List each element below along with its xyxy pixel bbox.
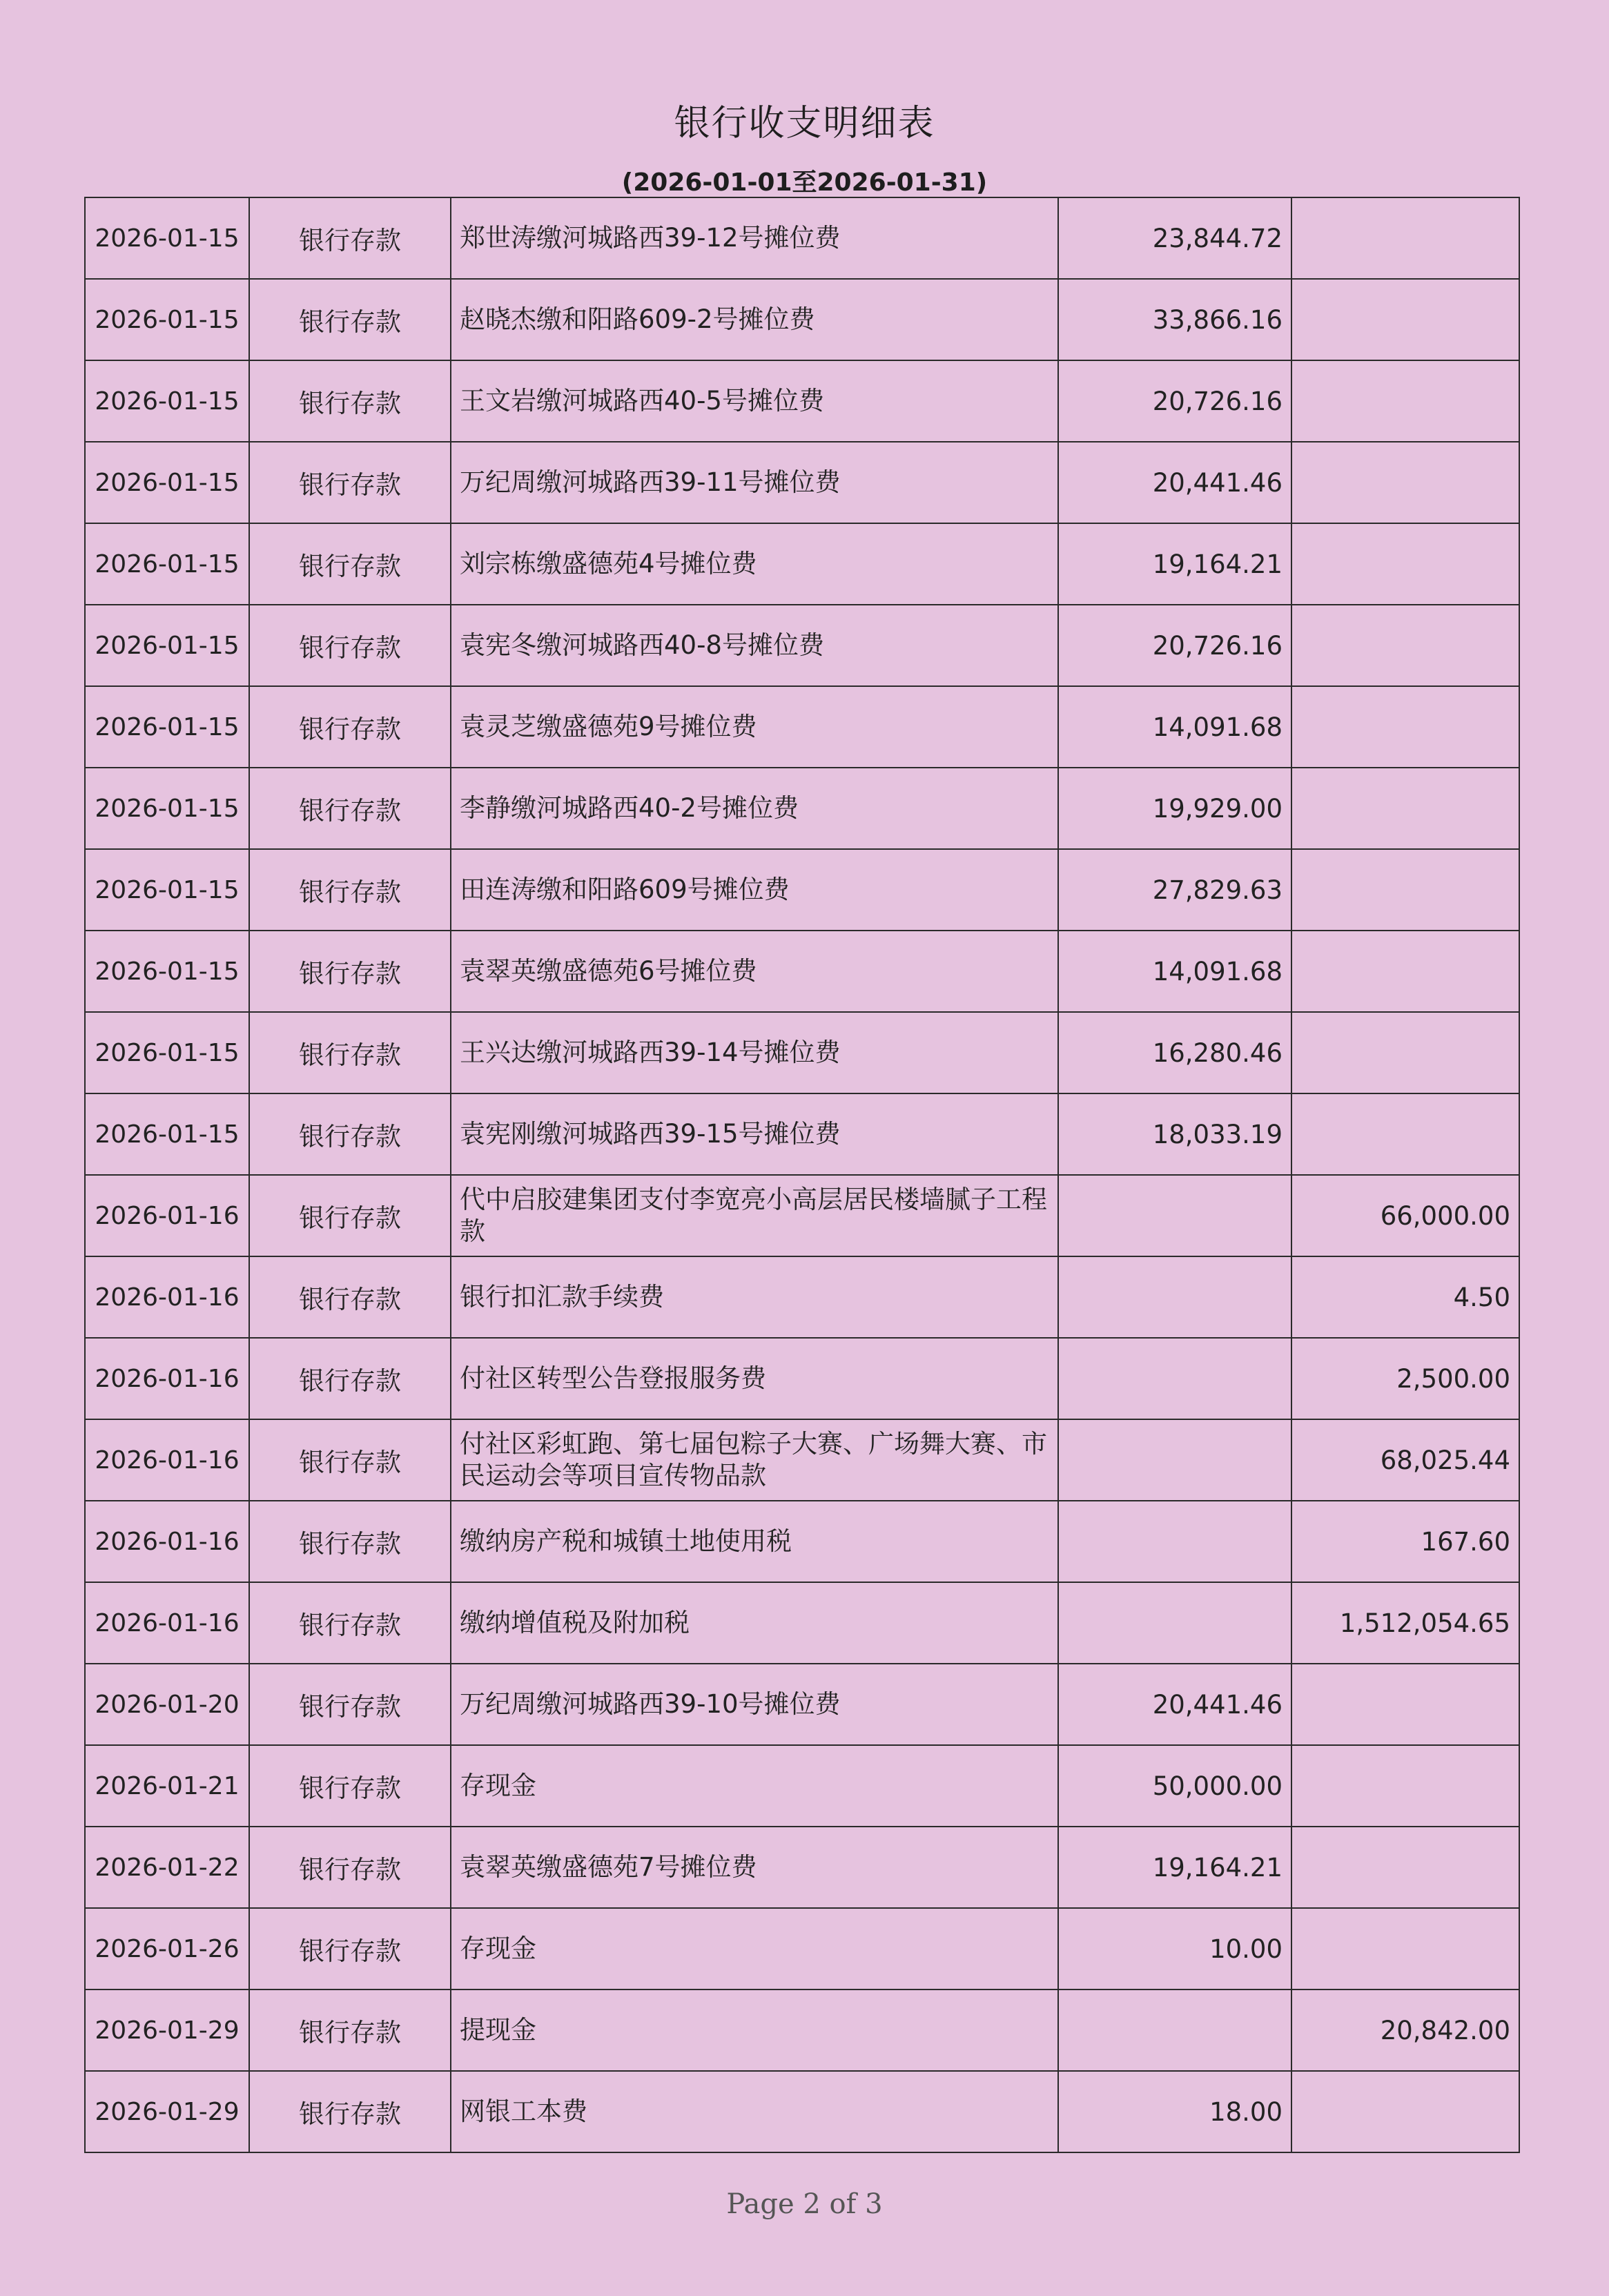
credit-amount-cell <box>1291 523 1519 605</box>
credit-amount-cell <box>1291 442 1519 523</box>
account-cell: 银行存款 <box>249 849 451 931</box>
table-row <box>85 1582 1519 1664</box>
debit-amount-cell: 20,726.16 <box>1058 360 1291 442</box>
credit-amount-cell <box>1291 2071 1519 2152</box>
credit-amount-cell <box>1291 1745 1519 1827</box>
account-cell: 银行存款 <box>249 442 451 523</box>
credit-amount-cell: 20,842.00 <box>1291 1989 1519 2071</box>
table-row <box>85 279 1519 360</box>
description-cell: 田连涛缴和阳路609号摊位费 <box>451 849 1058 931</box>
date-cell: 2026-01-16 <box>85 1582 249 1664</box>
debit-amount-cell <box>1058 1256 1291 1338</box>
credit-amount-cell: 1,512,054.65 <box>1291 1582 1519 1664</box>
table-row <box>85 1664 1519 1745</box>
account-cell: 银行存款 <box>249 1664 451 1745</box>
credit-amount-cell <box>1291 768 1519 849</box>
account-cell: 银行存款 <box>249 1419 451 1501</box>
description-cell: 袁宪冬缴河城路西40-8号摊位费 <box>451 605 1058 686</box>
account-cell: 银行存款 <box>249 1908 451 1989</box>
table-row <box>85 686 1519 768</box>
table-row <box>85 849 1519 931</box>
credit-amount-cell: 66,000.00 <box>1291 1175 1519 1256</box>
debit-amount-cell: 18.00 <box>1058 2071 1291 2152</box>
credit-amount-cell <box>1291 360 1519 442</box>
date-cell: 2026-01-15 <box>85 1012 249 1093</box>
date-cell: 2026-01-22 <box>85 1827 249 1908</box>
account-cell: 银行存款 <box>249 1012 451 1093</box>
description-cell: 银行扣汇款手续费 <box>451 1256 1058 1338</box>
table-row <box>85 1093 1519 1175</box>
debit-amount-cell: 16,280.46 <box>1058 1012 1291 1093</box>
description-cell: 网银工本费 <box>451 2071 1058 2152</box>
table-row <box>85 1012 1519 1093</box>
table-row <box>85 1419 1519 1501</box>
credit-amount-cell <box>1291 197 1519 279</box>
date-cell: 2026-01-15 <box>85 197 249 279</box>
description-cell: 存现金 <box>451 1745 1058 1827</box>
debit-amount-cell: 19,164.21 <box>1058 523 1291 605</box>
debit-amount-cell: 19,929.00 <box>1058 768 1291 849</box>
account-cell: 银行存款 <box>249 1501 451 1582</box>
account-cell: 银行存款 <box>249 1989 451 2071</box>
date-cell: 2026-01-16 <box>85 1175 249 1256</box>
table-row <box>85 768 1519 849</box>
debit-amount-cell: 27,829.63 <box>1058 849 1291 931</box>
table-row <box>85 523 1519 605</box>
account-cell: 银行存款 <box>249 1827 451 1908</box>
date-cell: 2026-01-16 <box>85 1256 249 1338</box>
date-cell: 2026-01-15 <box>85 605 249 686</box>
date-cell: 2026-01-15 <box>85 1093 249 1175</box>
table-row <box>85 1827 1519 1908</box>
description-cell: 李静缴河城路西40-2号摊位费 <box>451 768 1058 849</box>
credit-amount-cell <box>1291 1827 1519 1908</box>
date-cell: 2026-01-15 <box>85 360 249 442</box>
description-cell: 存现金 <box>451 1908 1058 1989</box>
description-cell: 付社区转型公告登报服务费 <box>451 1338 1058 1419</box>
date-cell: 2026-01-21 <box>85 1745 249 1827</box>
description-cell: 郑世涛缴河城路西39-12号摊位费 <box>451 197 1058 279</box>
table-row <box>85 2071 1519 2152</box>
debit-amount-cell <box>1058 1419 1291 1501</box>
account-cell: 银行存款 <box>249 523 451 605</box>
account-cell: 银行存款 <box>249 1256 451 1338</box>
table-row <box>85 1745 1519 1827</box>
debit-amount-cell: 14,091.68 <box>1058 686 1291 768</box>
description-cell: 袁宪刚缴河城路西39-15号摊位费 <box>451 1093 1058 1175</box>
table-row <box>85 1175 1519 1256</box>
debit-amount-cell: 18,033.19 <box>1058 1093 1291 1175</box>
account-cell: 银行存款 <box>249 197 451 279</box>
debit-amount-cell <box>1058 1582 1291 1664</box>
account-cell: 银行存款 <box>249 931 451 1012</box>
description-cell: 付社区彩虹跑、第七届包粽子大赛、广场舞大赛、市民运动会等项目宣传物品款 <box>451 1419 1058 1501</box>
account-cell: 银行存款 <box>249 605 451 686</box>
credit-amount-cell: 167.60 <box>1291 1501 1519 1582</box>
ledger-table <box>84 197 1520 2153</box>
account-cell: 银行存款 <box>249 360 451 442</box>
date-cell: 2026-01-15 <box>85 279 249 360</box>
debit-amount-cell <box>1058 1989 1291 2071</box>
debit-amount-cell: 20,726.16 <box>1058 605 1291 686</box>
date-cell: 2026-01-15 <box>85 686 249 768</box>
date-cell: 2026-01-20 <box>85 1664 249 1745</box>
date-cell: 2026-01-16 <box>85 1419 249 1501</box>
credit-amount-cell: 68,025.44 <box>1291 1419 1519 1501</box>
debit-amount-cell: 14,091.68 <box>1058 931 1291 1012</box>
ledger-body <box>85 197 1519 2152</box>
table-row <box>85 360 1519 442</box>
account-cell: 银行存款 <box>249 279 451 360</box>
account-cell: 银行存款 <box>249 1745 451 1827</box>
credit-amount-cell <box>1291 1012 1519 1093</box>
table-row <box>85 1501 1519 1582</box>
table-row <box>85 197 1519 279</box>
description-cell: 提现金 <box>451 1989 1058 2071</box>
date-cell: 2026-01-15 <box>85 523 249 605</box>
description-cell: 赵晓杰缴和阳路609-2号摊位费 <box>451 279 1058 360</box>
debit-amount-cell: 19,164.21 <box>1058 1827 1291 1908</box>
credit-amount-cell: 4.50 <box>1291 1256 1519 1338</box>
debit-amount-cell: 50,000.00 <box>1058 1745 1291 1827</box>
description-cell: 刘宗栋缴盛德苑4号摊位费 <box>451 523 1058 605</box>
date-cell: 2026-01-15 <box>85 768 249 849</box>
table-row <box>85 605 1519 686</box>
table-row <box>85 1989 1519 2071</box>
credit-amount-cell <box>1291 605 1519 686</box>
credit-amount-cell <box>1291 1908 1519 1989</box>
debit-amount-cell: 33,866.16 <box>1058 279 1291 360</box>
debit-amount-cell <box>1058 1338 1291 1419</box>
credit-amount-cell <box>1291 279 1519 360</box>
debit-amount-cell <box>1058 1501 1291 1582</box>
date-range: (2026-01-01至2026-01-31) <box>621 168 988 197</box>
description-cell: 万纪周缴河城路西39-11号摊位费 <box>451 442 1058 523</box>
date-cell: 2026-01-26 <box>85 1908 249 1989</box>
table-row <box>85 1256 1519 1338</box>
debit-amount-cell: 20,441.46 <box>1058 1664 1291 1745</box>
account-cell: 银行存款 <box>249 1582 451 1664</box>
date-cell: 2026-01-15 <box>85 931 249 1012</box>
credit-amount-cell <box>1291 686 1519 768</box>
debit-amount-cell <box>1058 1175 1291 1256</box>
description-cell: 袁灵芝缴盛德苑9号摊位费 <box>451 686 1058 768</box>
description-cell: 王兴达缴河城路西39-14号摊位费 <box>451 1012 1058 1093</box>
page-title: 银行收支明细表 <box>674 103 935 144</box>
description-cell: 袁翠英缴盛德苑6号摊位费 <box>451 931 1058 1012</box>
credit-amount-cell: 2,500.00 <box>1291 1338 1519 1419</box>
table-row <box>85 1908 1519 1989</box>
account-cell: 银行存款 <box>249 686 451 768</box>
credit-amount-cell <box>1291 1093 1519 1175</box>
date-cell: 2026-01-15 <box>85 849 249 931</box>
description-cell: 代中启胶建集团支付李宽亮小高层居民楼墙腻子工程款 <box>451 1175 1058 1256</box>
description-cell: 缴纳增值税及附加税 <box>451 1582 1058 1664</box>
description-cell: 万纪周缴河城路西39-10号摊位费 <box>451 1664 1058 1745</box>
account-cell: 银行存款 <box>249 2071 451 2152</box>
credit-amount-cell <box>1291 1664 1519 1745</box>
date-cell: 2026-01-16 <box>85 1501 249 1582</box>
debit-amount-cell: 23,844.72 <box>1058 197 1291 279</box>
date-cell: 2026-01-15 <box>85 442 249 523</box>
account-cell: 银行存款 <box>249 768 451 849</box>
date-cell: 2026-01-29 <box>85 1989 249 2071</box>
debit-amount-cell: 20,441.46 <box>1058 442 1291 523</box>
date-cell: 2026-01-29 <box>85 2071 249 2152</box>
description-cell: 缴纳房产税和城镇土地使用税 <box>451 1501 1058 1582</box>
account-cell: 银行存款 <box>249 1175 451 1256</box>
page-number: Page 2 of 3 <box>726 2188 883 2220</box>
credit-amount-cell <box>1291 849 1519 931</box>
description-cell: 袁翠英缴盛德苑7号摊位费 <box>451 1827 1058 1908</box>
debit-amount-cell: 10.00 <box>1058 1908 1291 1989</box>
table-row <box>85 1338 1519 1419</box>
date-cell: 2026-01-16 <box>85 1338 249 1419</box>
account-cell: 银行存款 <box>249 1093 451 1175</box>
table-row <box>85 931 1519 1012</box>
account-cell: 银行存款 <box>249 1338 451 1419</box>
description-cell: 王文岩缴河城路西40-5号摊位费 <box>451 360 1058 442</box>
credit-amount-cell <box>1291 931 1519 1012</box>
table-row <box>85 442 1519 523</box>
